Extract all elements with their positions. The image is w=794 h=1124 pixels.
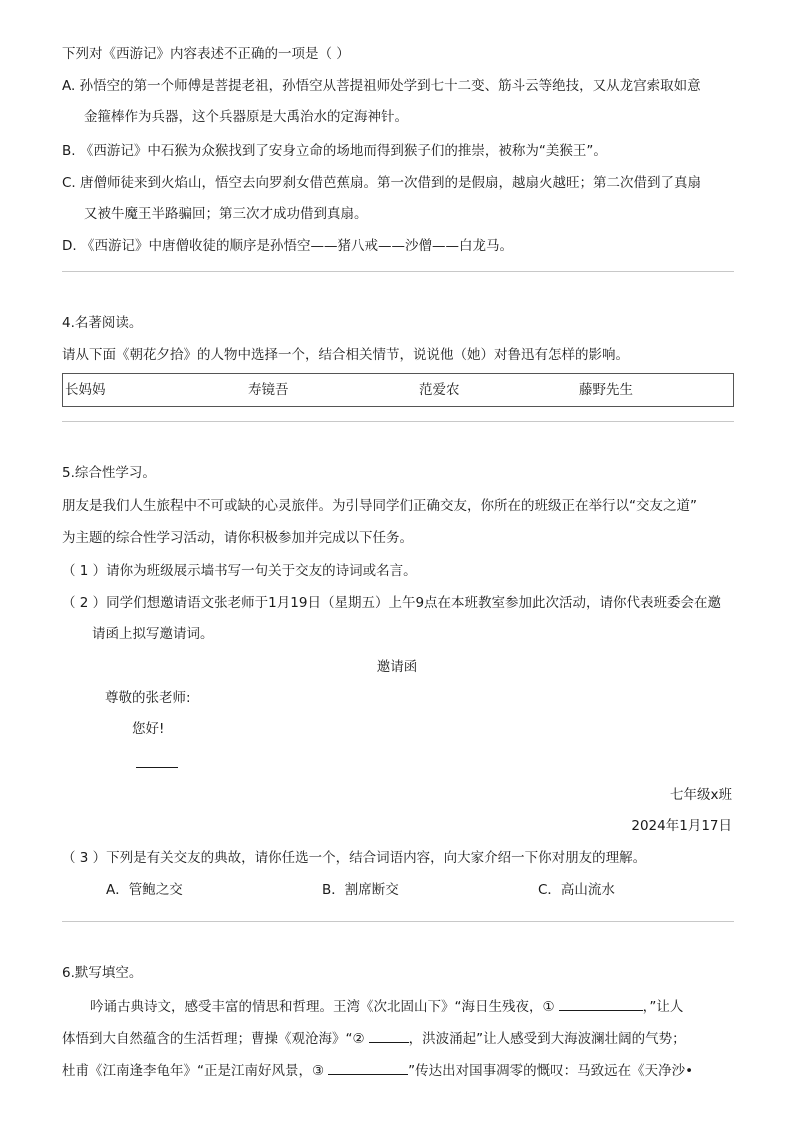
divider [62, 271, 734, 272]
q6-line2-text-b: ，洪波涌起”让人感受到大海波澜壮阔的气势； [408, 1031, 686, 1047]
q5-task2-line1: （ 2 ）同学们想邀请语文张老师于1月19日（星期五）上午9点在本班教室参加此次活动，请你代表班委会在邀 [62, 595, 722, 611]
q4-title: 4.名著阅读。 [62, 315, 143, 331]
q6-line1-text-b: ，”让人 [642, 999, 684, 1015]
letter-blank-line [136, 767, 178, 768]
q3-stem: 下列对《西游记》内容表述不正确的一项是（ ） [62, 46, 350, 62]
q6-line1-text-a: 吟诵古典诗文，感受丰富的情思和哲理。王湾《次北固山下》“海日生残夜，① [90, 999, 555, 1015]
character-cell: 长妈妈 [65, 382, 106, 398]
letter-title: 邀请函 [376, 659, 418, 675]
q6-line1 [90, 996, 683, 1017]
letter-salutation: 尊敬的张老师: [105, 690, 191, 706]
q4-prompt: 请从下面《朝花夕拾》的人物中选择一个，结合相关情节，说说他（她）对鲁迅有怎样的影响。 [62, 347, 629, 363]
q5-task2-line2: 请函上拟写邀请词。 [92, 626, 214, 642]
q3-option-c-line2: 又被牛魔王半路骗回；第三次才成功借到真扇。 [84, 206, 368, 222]
q6-line3 [62, 1060, 693, 1081]
q6-blank-3[interactable] [328, 1060, 408, 1075]
q5-option-a: A．管鲍之交 [106, 882, 183, 898]
q5-option-c: C．高山流水 [538, 882, 615, 898]
q5-intro-line2: 为主题的综合性学习活动，请你积极参加并完成以下任务。 [62, 530, 413, 546]
q5-title: 5.综合性学习。 [62, 465, 156, 481]
q6-title: 6.默写填空。 [62, 965, 143, 981]
letter-date: 2024年1月17日 [631, 818, 732, 834]
q6-line3-text-a: 杜甫《江南逢李龟年》“正是江南好风景，③ [62, 1063, 325, 1079]
letter-sender: 七年级x班 [670, 787, 732, 803]
character-cell: 范爱农 [419, 382, 460, 398]
q5-task1: （ 1 ）请你为班级展示墙书写一句关于交友的诗词或名言。 [62, 563, 417, 579]
divider [62, 921, 734, 922]
q5-intro-line1: 朋友是我们人生旅程中不可或缺的心灵旅伴。为引导同学们正确交友，你所在的班级正在举行以“交友之道” [62, 498, 697, 514]
q3-option-c-line1: C. 唐僧师徒来到火焰山，悟空去向罗刹女借芭蕉扇。第一次借到的是假扇，越扇火越旺；第二次借到了真扇 [62, 175, 702, 191]
character-table [62, 373, 734, 407]
q5-option-b: B．割席断交 [322, 882, 399, 898]
q6-line3-text-b: ”传达出对国事凋零的慨叹：马致远在《天净沙• [408, 1063, 694, 1079]
q3-option-a-line1: A. 孙悟空的第一个师傅是菩提老祖，孙悟空从菩提祖师处学到七十二变、筋斗云等绝技，又从龙宫索取如意 [62, 78, 701, 94]
q3-option-b: B. 《西游记》中石猴为众猴找到了安身立命的场地而得到猴子们的推崇，被称为“美猴王”。 [62, 143, 607, 159]
character-cell: 藤野先生 [579, 382, 633, 398]
q3-option-d: D. 《西游记》中唐僧收徒的顺序是孙悟空——猪八戒——沙僧——白龙马。 [62, 238, 513, 254]
q5-task3: （ 3 ）下列是有关交友的典故，请你任选一个，结合词语内容，向大家介绍一下你对朋友的理解。 [62, 850, 647, 866]
q6-blank-1[interactable] [559, 996, 643, 1011]
letter-greeting: 您好! [132, 721, 165, 737]
q6-line2 [62, 1028, 686, 1049]
divider [62, 421, 734, 422]
character-cell: 寿镜吾 [248, 382, 289, 398]
q3-option-a-line2: 金箍棒作为兵器，这个兵器原是大禹治水的定海神针。 [84, 109, 408, 125]
q6-line2-text-a: 体悟到大自然蕴含的生活哲理；曹操《观沧海》“② [62, 1031, 365, 1047]
q6-blank-2[interactable] [369, 1028, 409, 1043]
